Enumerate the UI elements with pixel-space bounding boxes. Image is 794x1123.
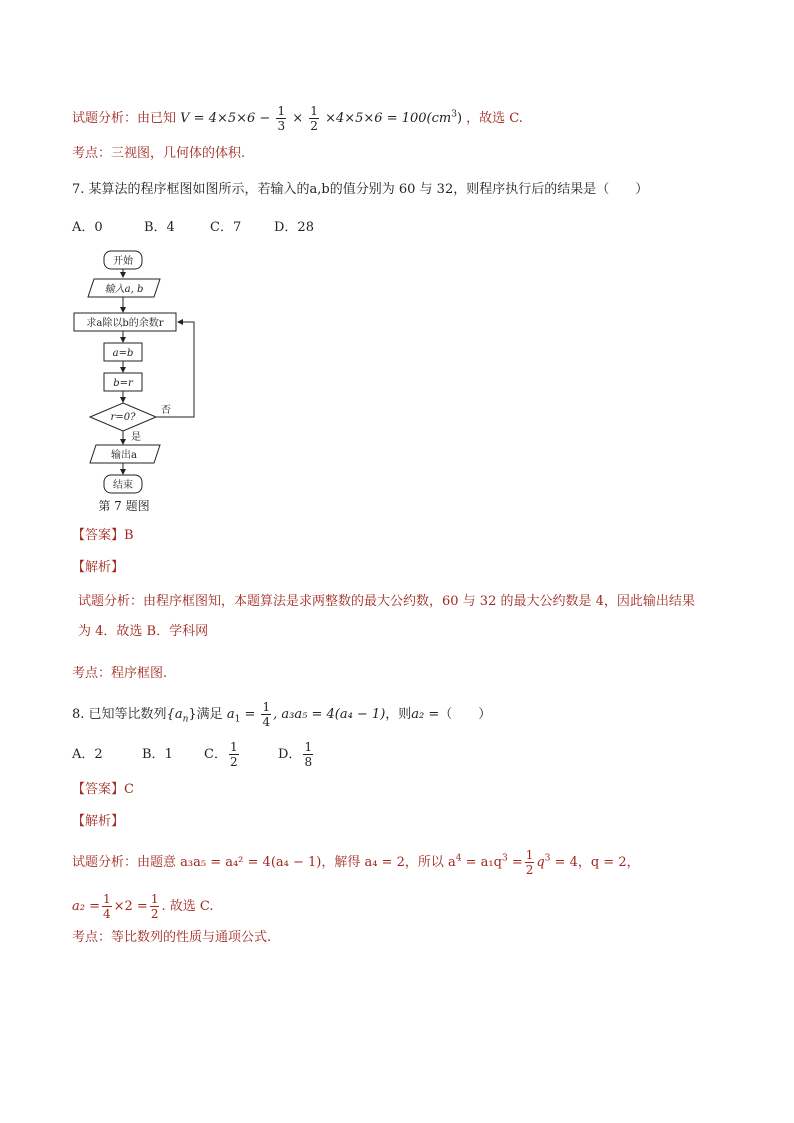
q8-option-c: C． $\frac{1}{2}$ (204, 740, 238, 769)
q7-kaodian: 考点：程序框图. (72, 666, 168, 681)
q7-option-d: D．28 (274, 220, 314, 235)
q8-analysis-line2: a₂ = $\frac{1}{4}$ ×2 = $\frac{1}{2}$ . 故选 C. (72, 892, 214, 921)
q7-option-c: C．7 (210, 220, 242, 235)
flow-decision-label: r=0? (110, 412, 136, 423)
flow-no-label: 否 (161, 405, 171, 416)
q8-stem: 8. 已知等比数列$\{a_n\}$满足 $a_1$ = $\frac{1}{4}$ , a₃a₅ = 4(a₄ − 1)，则a₂ =（ ） (72, 700, 492, 729)
q7-analysis-line2: 为 4．故选 B．学科网 (78, 624, 209, 639)
flow-yes-label: 是 (131, 432, 141, 443)
q8-analysis-line1: 试题分析：由题意 a₃a₅ = a₄² = 4(a₄ − 1)，解得 a₄ = 2，所以 $a^4 = a_1q^3$ = $\frac{1}{2}$ $q^3 = 4$，q = 2， (72, 848, 640, 877)
fraction: $\frac{1}{3}$ (277, 104, 286, 133)
q8-answer: 【答案】C (72, 782, 134, 797)
fraction: $\frac{1}{8}$ (304, 740, 313, 769)
fraction: $\frac{1}{2}$ (525, 848, 534, 877)
q7-options (72, 218, 314, 238)
q7-option-a: A．0 (72, 220, 103, 235)
flow-assign-b-label: b=r (113, 378, 133, 389)
q7-analysis-line1: 试题分析：由程序框图知，本题算法是求两整数的最大公约数，60 与 32 的最大公约数是 4，因此输出结果 (78, 594, 695, 609)
q6-analysis: 试题分析：由已知 V = 4×5×6 − $\frac{1}{3}$ × $\frac{1}{2}$ $\times 4\times 5\times 6 = 100(cm^3)$ ，故选 C. (72, 104, 523, 133)
q8-jiexi: 【解析】 (72, 814, 125, 829)
fraction: $\frac{1}{2}$ (229, 740, 238, 769)
q7-jiexi: 【解析】 (72, 560, 125, 575)
q8-option-a: A．2 (72, 747, 103, 762)
flow-remainder-label: 求a除以b的余数r (86, 318, 164, 329)
q8-options (72, 740, 315, 769)
fraction: $\frac{1}{2}$ (310, 104, 318, 133)
flow-caption: 第 7 题图 (98, 499, 150, 513)
flow-start-label: 开始 (113, 256, 133, 267)
q7-stem: 7. 某算法的程序框图如图所示，若输入的a,b的值分别为 60 与 32，则程序执行后的结果是（ ） (72, 182, 649, 197)
flow-end-label: 结束 (113, 480, 133, 491)
flow-input-label: 输入a, b (104, 284, 144, 295)
q8-option-b: B．1 (142, 747, 173, 762)
q7-answer: 【答案】B (72, 528, 134, 543)
q8-kaodian: 考点：等比数列的性质与通项公式. (72, 930, 272, 945)
fraction: $\frac{1}{4}$ (103, 892, 111, 921)
flow-assign-a-label: a=b (112, 348, 134, 359)
q8-option-d: D． $\frac{1}{8}$ (278, 740, 313, 769)
q7-option-b: B．4 (144, 220, 175, 235)
q6-kaodian: 考点：三视图，几何体的体积. (72, 146, 246, 161)
q7-flowchart (60, 245, 220, 515)
fraction: $\frac{1}{2}$ (150, 892, 159, 921)
flow-output-label: 输出a (111, 450, 137, 461)
fraction: $\frac{1}{4}$ (262, 700, 271, 729)
